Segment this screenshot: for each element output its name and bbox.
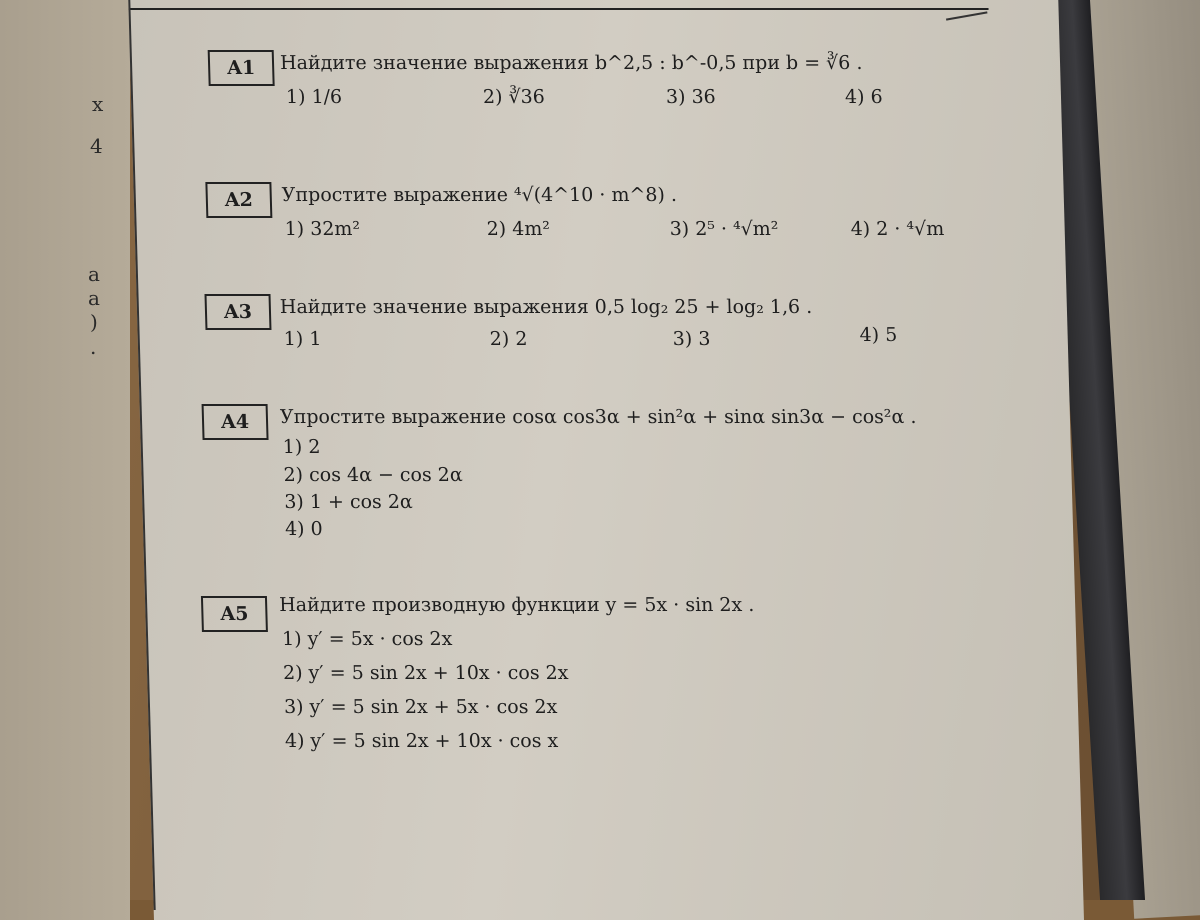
answer-option: 1) 1/6 — [285, 86, 343, 108]
answer-option: 3) 2⁵ · ⁴√m² — [669, 218, 779, 240]
answer-option: 2) y′ = 5 sin 2x + 10x · cos 2x — [282, 662, 569, 684]
answer-option: 2) 4m² — [486, 218, 551, 240]
margin-fragment: ) — [90, 310, 98, 334]
answer-option: 2) ∛36 — [482, 86, 546, 108]
answer-option: 4) 2 · ⁴√m — [850, 218, 945, 240]
answer-option: 2) cos 4α − cos 2α — [283, 464, 463, 486]
answer-option: 3) y′ = 5 sin 2x + 5x · cos 2x — [283, 696, 558, 718]
margin-fragment: а — [88, 262, 100, 286]
answer-option: 4) 5 — [859, 324, 898, 346]
answer-option: 3) 36 — [665, 86, 717, 108]
answer-option: 3) 3 — [672, 328, 711, 350]
question-number-box: A3 — [204, 294, 271, 330]
answer-option: 2) 2 — [489, 328, 528, 350]
answer-option: 1) y′ = 5x · cos 2x — [281, 628, 453, 650]
top-border-line — [128, 0, 989, 10]
answer-option: 1) 2 — [282, 436, 321, 458]
margin-fragment: . — [90, 335, 97, 359]
question-text: Упростите выражение cosα cos3α + sin²α + sinα sin3α − cos²α . — [279, 406, 917, 428]
answer-option: 4) 6 — [844, 86, 883, 108]
margin-fragment: x — [92, 92, 104, 116]
answer-option: 1) 1 — [283, 328, 322, 350]
answer-option: 4) y′ = 5 sin 2x + 10x · cos x — [284, 730, 559, 752]
answer-option: 4) 0 — [284, 518, 324, 540]
question-number-box: A5 — [201, 596, 268, 632]
pen-mark — [946, 11, 988, 20]
question-text: Найдите значение выражения 0,5 log₂ 25 + log₂ 1,6 . — [279, 296, 813, 318]
answer-option: 1) 32m² — [284, 218, 361, 240]
question-number-box: A2 — [205, 182, 272, 218]
question-text: Найдите производную функции y = 5x · sin 2x . — [278, 594, 755, 616]
question-text: Упростите выражение ⁴√(4^10 · m^8) . — [281, 184, 678, 206]
background-paper-sheet — [0, 0, 130, 920]
answer-option: 3) 1 + cos 2α — [283, 491, 414, 513]
margin-fragment: 4 — [90, 134, 103, 158]
question-text: Найдите значение выражения b^2,5 : b^-0,5 при b = ∛6 . — [279, 52, 863, 74]
margin-fragment: а — [88, 286, 100, 310]
question-number-box: A4 — [202, 404, 269, 440]
question-number-box: A1 — [208, 50, 275, 86]
test-sheet — [128, 0, 1084, 920]
